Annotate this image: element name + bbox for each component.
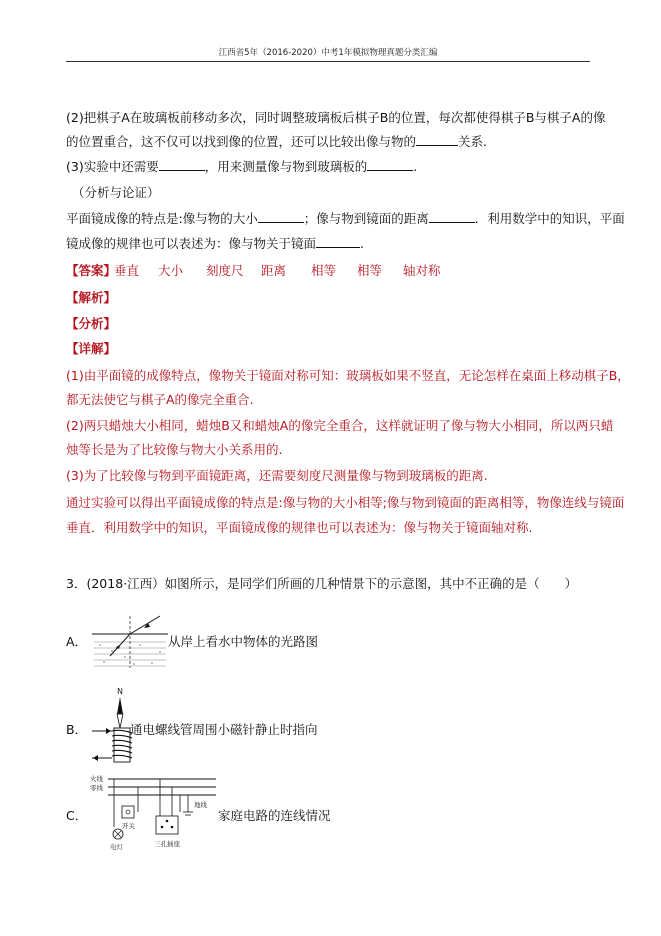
option-a-caption: 从岸上看水中物体的光路图 <box>168 634 319 649</box>
conclusion-line2 <box>66 236 364 252</box>
option-c-caption: 家庭电路的连线情况 <box>218 808 331 823</box>
conclusion-mid: ；像与物到镜面的距离 <box>303 211 429 226</box>
blank-distance <box>367 159 413 171</box>
answer-item: 大小 <box>158 263 184 278</box>
option-a-letter: A． <box>66 634 88 649</box>
conclusion-post: ．利用数学中的知识，平面 <box>474 211 625 226</box>
option-b-letter: B． <box>66 722 88 737</box>
conclusion-line1 <box>66 211 625 227</box>
option-c-letter: C． <box>66 808 88 823</box>
p3-pre: (3)实验中还需要 <box>66 159 159 174</box>
analysis-heading: （分析与论证） <box>72 185 160 200</box>
detail-line: (1)由平面镜的成像特点，像物关于镜面对称可知：玻璃板如果不竖直，无论怎样在桌面上移动棋子B， <box>66 368 630 383</box>
question3-stem: 3．(2018·江西）如图所示，是同学们所画的几种情景下的示意图，其中不正确的是（ ） <box>66 576 578 591</box>
answer-item: 垂直 <box>114 263 140 278</box>
p2-line2 <box>66 134 487 150</box>
detail-line: 垂直．利用数学中的知识，平面镜成像的规律也可以表述为：像与物关于镜面轴对称. <box>66 520 533 535</box>
option-b-caption: 通电螺线管周围小磁针静止时指向 <box>130 722 318 737</box>
neutral-wire-label: 零线 <box>90 784 103 792</box>
conclusion-pre: 平面镜成像的特点是:像与物的大小 <box>66 211 258 226</box>
compass-needle-north <box>117 697 123 714</box>
live-wire-label: 火线 <box>90 775 103 783</box>
detail-line: 通过实验可以得出平面镜成像的特点是:像与物的大小相等;像与物到镜面的距离相等，物像连线与镜面 <box>66 495 625 510</box>
socket-label: 三孔插座 <box>154 840 180 848</box>
answer-label: 【答案】 <box>66 263 117 278</box>
compass-needle-south <box>117 714 123 728</box>
answer-item: 相等 <box>357 263 383 278</box>
lamp-label: 电灯 <box>110 843 123 851</box>
answer-item: 轴对称 <box>403 263 441 278</box>
label-fenxi: 【分析】 <box>66 316 117 331</box>
detail-line: (3)为了比较像与物到平面镜距离，还需要刻度尺测量像与物到玻璃板的距离. <box>66 468 488 483</box>
blank-mirror-distance <box>429 211 475 223</box>
p2-line2-text: 的位置重合，这不仅可以找到像的位置，还可以比较出像与物的 <box>66 134 417 149</box>
label-xiangjie: 【详解】 <box>66 341 117 356</box>
header-divider <box>66 61 590 62</box>
detail-line: (2)两只蜡烛大小相同，蜡烛B又和蜡烛A的像完全重合，这样就证明了像与物大小相同，所以两只蜡 <box>66 418 614 433</box>
detail-line: 烛等长是为了比较像与物大小关系用的. <box>66 442 283 457</box>
switch-label: 开关 <box>122 822 135 830</box>
answer-item: 距离 <box>261 263 287 278</box>
p3-mid: ，用来测量像与物到玻璃板的 <box>204 159 368 174</box>
household-circuit-diagram <box>88 772 218 852</box>
blank-tool <box>159 159 205 171</box>
conclusion-line2-post: . <box>360 236 364 251</box>
page-header: 江西省5年（2016-2020）中考1年模拟物理真题分类汇编 <box>218 48 438 58</box>
answer-item: 刻度尺 <box>206 263 244 278</box>
conclusion-line2-pre: 镜成像的规律也可以表述为：像与物关于镜面 <box>66 236 317 251</box>
answer-item: 相等 <box>311 263 337 278</box>
p2-line1: (2)把棋子A在玻璃板前移动多次，同时调整玻璃板后棋子B的位置，每次都使得棋子B与棋子A的像 <box>66 110 606 125</box>
detail-line: 都无法使它与棋子A的像完全重合. <box>66 392 254 407</box>
label-jiexi: 【解析】 <box>66 290 117 305</box>
ground-wire-label: 地线 <box>194 801 207 809</box>
blank-relationship <box>416 134 458 146</box>
p2-line2-end: 关系. <box>458 134 487 149</box>
compass-n-label: N <box>117 687 123 696</box>
p3-line <box>66 159 417 175</box>
refraction-diagram <box>90 612 170 670</box>
blank-size <box>258 211 304 223</box>
blank-symmetry <box>316 236 360 248</box>
p3-post: . <box>413 159 418 174</box>
